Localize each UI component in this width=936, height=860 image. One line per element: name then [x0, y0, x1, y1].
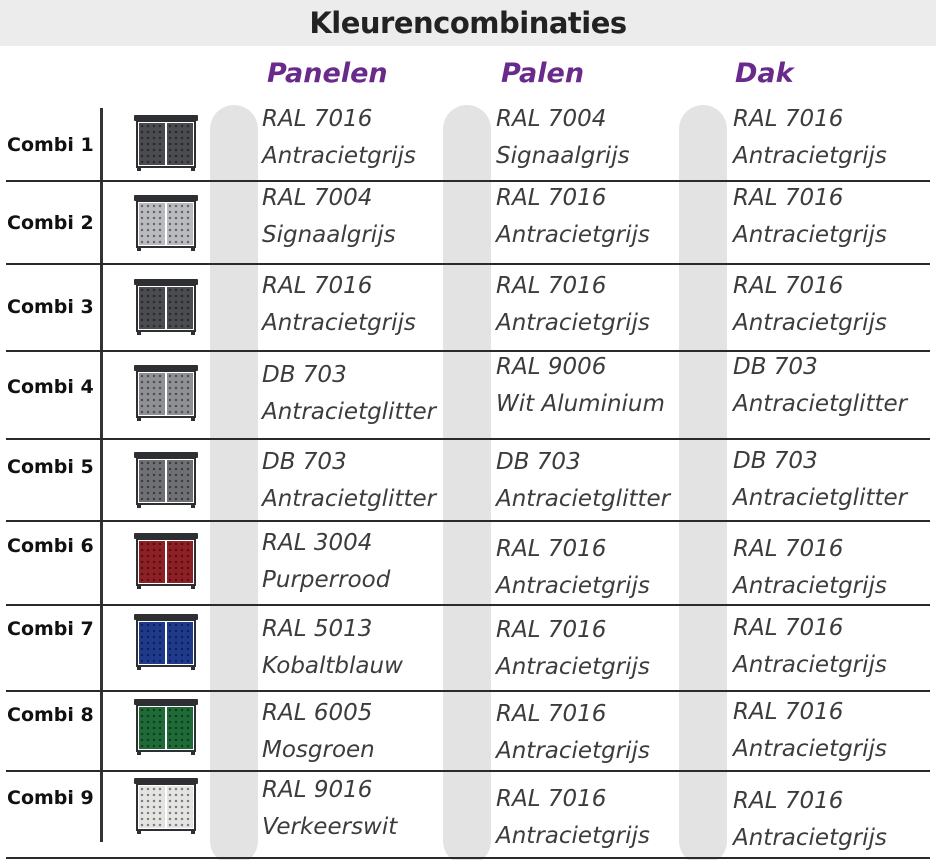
color-code: RAL 7016 — [733, 615, 844, 641]
row-label: Combi 7 — [7, 618, 94, 640]
color-code: DB 703 — [733, 354, 818, 380]
container-image — [134, 699, 198, 755]
color-name: Antracietgrijs — [496, 573, 650, 599]
cell-dak — [733, 349, 907, 423]
color-name: Antracietgrijs — [733, 222, 887, 248]
color-code: DB 703 — [496, 449, 581, 475]
color-code: RAL 7016 — [262, 273, 373, 299]
row-divider — [6, 604, 930, 606]
color-name: Mosgroen — [262, 737, 375, 763]
cell-palen — [496, 349, 665, 423]
row-divider — [6, 520, 930, 522]
cell-palen — [496, 696, 650, 770]
color-code: RAL 7016 — [496, 273, 607, 299]
column-band-dak — [679, 105, 727, 860]
color-name: Antracietglitter — [496, 486, 671, 512]
cell-palen — [496, 612, 650, 686]
cell-panelen — [262, 772, 397, 846]
header-panelen: Panelen — [267, 58, 388, 89]
color-name: Wit Aluminium — [496, 391, 665, 417]
container-image — [134, 365, 198, 421]
row-label: Combi 4 — [7, 376, 94, 398]
color-name: Verkeerswit — [262, 814, 398, 840]
color-name: Kobaltblauw — [262, 653, 403, 679]
container-image — [134, 452, 198, 508]
color-name: Antracietgrijs — [733, 573, 887, 599]
color-code: RAL 9006 — [496, 354, 607, 380]
color-code: RAL 7016 — [496, 701, 607, 727]
color-code: RAL 7016 — [733, 699, 844, 725]
cell-dak — [733, 783, 887, 857]
color-name: Antracietgrijs — [496, 823, 650, 849]
column-band-palen — [443, 105, 491, 860]
color-code: RAL 3004 — [262, 530, 373, 556]
color-name: Purperrood — [262, 567, 391, 593]
color-name: Antracietgrijs — [262, 143, 416, 169]
row-label: Combi 6 — [7, 535, 94, 557]
cell-dak — [733, 268, 887, 342]
row-label: Combi 2 — [7, 212, 94, 234]
color-code: RAL 9016 — [262, 777, 373, 803]
cell-palen — [496, 268, 650, 342]
cell-palen — [496, 180, 650, 254]
color-name: Antracietglitter — [262, 486, 437, 512]
row-label: Combi 1 — [7, 134, 94, 156]
color-code: RAL 7016 — [733, 788, 844, 814]
cell-panelen — [262, 695, 375, 769]
row-divider — [6, 857, 930, 859]
cell-dak — [733, 610, 887, 684]
color-name: Antracietgrijs — [262, 310, 416, 336]
cell-panelen — [262, 101, 416, 175]
color-code: RAL 7016 — [496, 786, 607, 812]
title-bar — [0, 0, 936, 46]
color-code: RAL 7016 — [262, 106, 373, 132]
cell-dak — [733, 101, 887, 175]
vertical-divider — [100, 108, 103, 842]
color-name: Antracietgrijs — [496, 222, 650, 248]
cell-panelen — [262, 268, 416, 342]
color-name: Antracietgrijs — [496, 310, 650, 336]
cell-panelen — [262, 611, 403, 685]
cell-palen — [496, 444, 670, 518]
color-name: Antracietgrijs — [733, 652, 887, 678]
color-name: Antracietglitter — [262, 399, 437, 425]
cell-dak — [733, 180, 887, 254]
color-name: Antracietgrijs — [733, 143, 887, 169]
cell-dak — [733, 694, 887, 768]
color-code: DB 703 — [733, 448, 818, 474]
column-band-panelen — [210, 105, 258, 860]
container-image — [134, 279, 198, 335]
row-label: Combi 9 — [7, 787, 94, 809]
cell-panelen — [262, 357, 436, 431]
color-name: Antracietglitter — [733, 485, 908, 511]
row-label: Combi 3 — [7, 296, 94, 318]
container-image — [134, 533, 198, 589]
container-image — [134, 195, 198, 251]
page-title: Kleurencombinaties — [309, 6, 627, 40]
color-name: Antracietgrijs — [733, 310, 887, 336]
header-palen: Palen — [501, 58, 585, 89]
color-code: RAL 7016 — [496, 536, 607, 562]
color-code: RAL 7016 — [733, 185, 844, 211]
container-image — [134, 778, 198, 834]
color-code: RAL 7004 — [262, 185, 373, 211]
cell-palen — [496, 781, 650, 855]
cell-dak — [733, 443, 907, 517]
color-name: Antracietgrijs — [496, 738, 650, 764]
color-name: Antracietgrijs — [496, 654, 650, 680]
color-name: Signaalgrijs — [496, 143, 630, 169]
row-label: Combi 5 — [7, 456, 94, 478]
header-dak: Dak — [735, 58, 794, 89]
row-divider — [6, 770, 930, 772]
row-divider — [6, 438, 930, 440]
color-code: RAL 5013 — [262, 616, 373, 642]
container-image — [134, 115, 198, 171]
color-code: RAL 7016 — [733, 536, 844, 562]
color-name: Signaalgrijs — [262, 222, 396, 248]
color-code: DB 703 — [262, 449, 347, 475]
color-code: RAL 7016 — [733, 273, 844, 299]
cell-dak — [733, 531, 887, 605]
row-divider — [6, 263, 930, 265]
cell-panelen — [262, 525, 390, 599]
color-code: RAL 7016 — [496, 185, 607, 211]
color-code: RAL 6005 — [262, 700, 373, 726]
color-code: RAL 7004 — [496, 106, 607, 132]
color-name: Antracietglitter — [733, 391, 908, 417]
color-code: RAL 7016 — [733, 106, 844, 132]
color-code: DB 703 — [262, 362, 347, 388]
cell-panelen — [262, 180, 396, 254]
cell-palen — [496, 531, 650, 605]
color-name: Antracietgrijs — [733, 825, 887, 851]
row-divider — [6, 690, 930, 692]
cell-panelen — [262, 444, 436, 518]
container-image — [134, 614, 198, 670]
color-name: Antracietgrijs — [733, 736, 887, 762]
row-label: Combi 8 — [7, 704, 94, 726]
color-code: RAL 7016 — [496, 617, 607, 643]
cell-palen — [496, 101, 630, 175]
